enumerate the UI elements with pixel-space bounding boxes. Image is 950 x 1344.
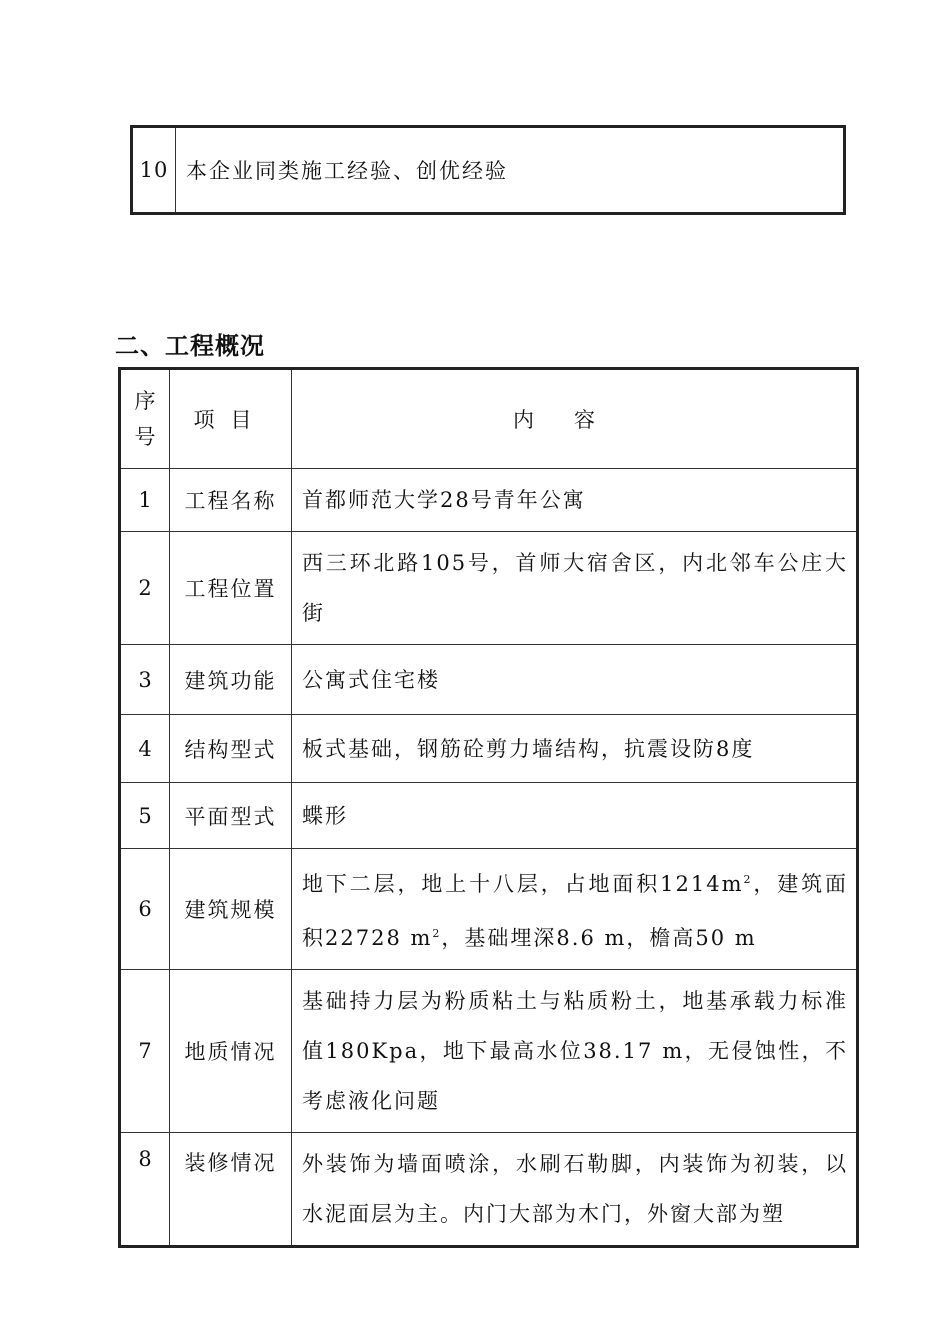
table-row: [132, 127, 845, 214]
row-seq: 6: [120, 849, 170, 970]
row-item: 建筑规模: [170, 849, 292, 970]
table-row: [120, 645, 858, 715]
row-seq: 4: [120, 715, 170, 783]
row-seq: 7: [120, 970, 170, 1133]
row-item: 建筑功能: [170, 645, 292, 715]
row-seq: 5: [120, 783, 170, 849]
row-content: 蝶形: [292, 783, 858, 849]
row-number: 10: [132, 127, 176, 214]
row-item: 装修情况: [170, 1133, 292, 1247]
row-seq: 1: [120, 469, 170, 532]
header-seq-cell: [120, 369, 170, 469]
row-seq: 8: [120, 1133, 170, 1247]
table-row: [120, 849, 858, 970]
row-item: 工程位置: [170, 532, 292, 645]
header-content: 内容: [292, 369, 858, 469]
header-item: 项目: [170, 369, 292, 469]
row-content: 公寓式住宅楼: [292, 645, 858, 715]
row-item: 地质情况: [170, 970, 292, 1133]
row-item: 平面型式: [170, 783, 292, 849]
row-content: 首都师范大学28号青年公寓: [292, 469, 858, 532]
row-text: 本企业同类施工经验、创优经验: [176, 127, 845, 214]
content-part: ，基础埋深8.6 m，檐高50 m: [441, 926, 757, 950]
section-title: 二、工程概况: [115, 332, 265, 360]
table-row: [120, 1133, 858, 1247]
header-row: [120, 369, 858, 469]
header-seq: 序号: [134, 389, 156, 449]
row-seq: 3: [120, 645, 170, 715]
superscript: 2: [432, 927, 442, 940]
table-row: [120, 715, 858, 783]
content-part: ，建筑面积22728 m: [302, 872, 849, 950]
content-part: 地下二层，地上十八层，占地面积1214m: [302, 872, 744, 896]
row-content: 板式基础，钢筋砼剪力墙结构，抗震设防8度: [292, 715, 858, 783]
table-row: [120, 970, 858, 1133]
row-content: 外装饰为墙面喷涂，水刷石勒脚，内装饰为初装，以水泥面层为主。内门大部为木门，外窗大部为塑: [292, 1133, 858, 1247]
table-row: [120, 469, 858, 532]
row-content: [292, 849, 858, 970]
previous-table-tail: [130, 125, 846, 215]
project-overview-table: [118, 367, 859, 1248]
row-content: 基础持力层为粉质粘土与粘质粉土，地基承载力标准值180Kpa，地下最高水位38.17 m，无侵蚀性，不考虑液化问题: [292, 970, 858, 1133]
superscript: 2: [743, 873, 753, 886]
row-item: 结构型式: [170, 715, 292, 783]
row-seq: 2: [120, 532, 170, 645]
table-row: [120, 532, 858, 645]
row-content: 西三环北路105号，首师大宿舍区，内北邻车公庄大街: [292, 532, 858, 645]
row-item: 工程名称: [170, 469, 292, 532]
table-row: [120, 783, 858, 849]
